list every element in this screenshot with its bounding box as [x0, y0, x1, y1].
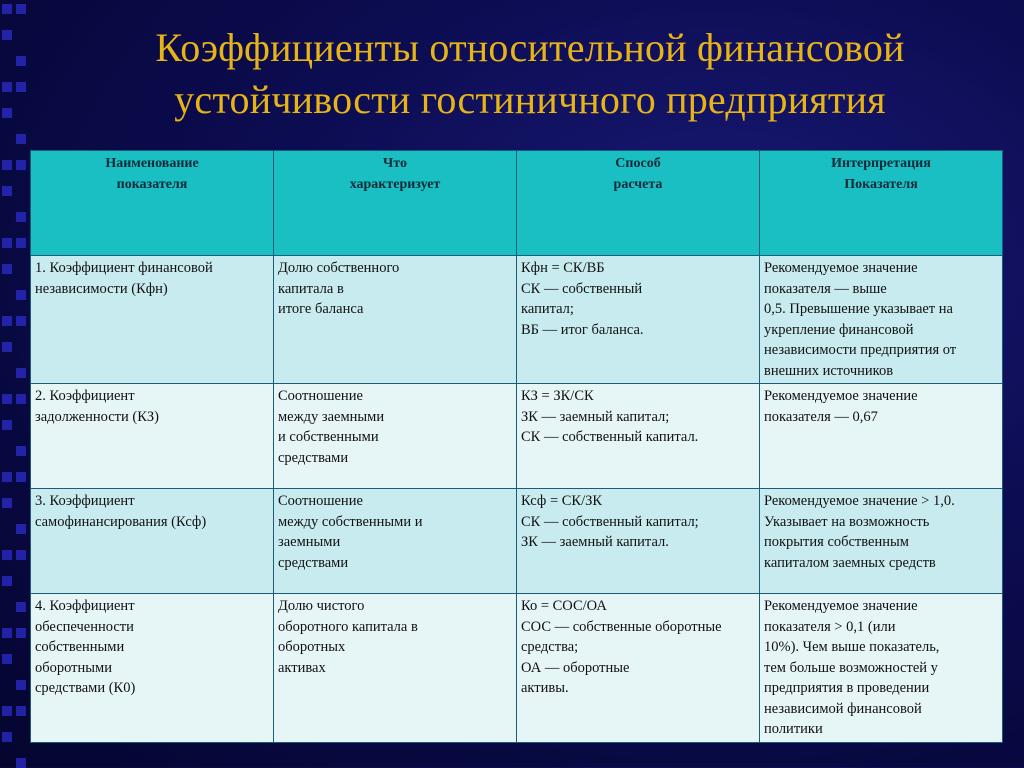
- cell-calculation: [517, 256, 760, 384]
- cell-text: Рекомендуемое значение показателя — 0,67: [764, 388, 918, 425]
- decorative-squares: [0, 0, 32, 767]
- decorative-square: [2, 732, 12, 742]
- decorative-square: [2, 576, 12, 586]
- cell-interpretation: [760, 594, 1003, 743]
- decorative-square: [2, 394, 12, 404]
- cell-name: [31, 256, 274, 384]
- decorative-square: [16, 212, 26, 222]
- cell-name: [31, 384, 274, 489]
- cell-characterizes: [274, 384, 517, 489]
- header-label: Способ расчета: [613, 156, 663, 192]
- decorative-square: [16, 368, 26, 378]
- decorative-square: [2, 498, 12, 508]
- cell-text: Кфн = СК/ВБ СК — собственный капитал; ВБ — итог баланса.: [521, 260, 644, 338]
- decorative-square: [2, 550, 12, 560]
- cell-calculation: [517, 594, 760, 743]
- decorative-square: [2, 238, 12, 248]
- cell-calculation: [517, 384, 760, 489]
- decorative-square: [2, 186, 12, 196]
- table-row: [31, 256, 1003, 384]
- header-label: Наименование показателя: [105, 156, 199, 192]
- table-row: [31, 489, 1003, 594]
- decorative-square: [2, 4, 12, 14]
- decorative-square: [16, 134, 26, 144]
- decorative-square: [16, 160, 26, 170]
- cell-name: [31, 594, 274, 743]
- decorative-square: [2, 472, 12, 482]
- decorative-square: [16, 628, 26, 638]
- decorative-square: [16, 446, 26, 456]
- decorative-square: [16, 238, 26, 248]
- decorative-square: [2, 160, 12, 170]
- decorative-square: [2, 108, 12, 118]
- decorative-square: [16, 290, 26, 300]
- cell-characterizes: [274, 256, 517, 384]
- cell-text: 1. Коэффициент финансовой независимости (Кфн): [35, 260, 213, 297]
- cell-text: Рекомендуемое значение показателя > 0,1 (или 10%). Чем выше показатель, тем больше возможностей у предприятия в проведении независимой финансовой политики: [764, 598, 940, 737]
- cell-text: 4. Коэффициент обеспеченности собственными оборотными средствами (К0): [35, 598, 136, 696]
- table-row: [31, 384, 1003, 489]
- decorative-square: [2, 316, 12, 326]
- slide-title: Коэффициенты относительной финансовой устойчивости гостиничного предприятия: [155, 25, 905, 122]
- table-row: [31, 594, 1003, 743]
- cell-text: Долю собственного капитала в итоге баланса: [278, 260, 400, 317]
- decorative-square: [16, 82, 26, 92]
- decorative-square: [16, 706, 26, 716]
- table-header-row: [31, 151, 1003, 256]
- cell-text: Соотношение между заемными и собственными средствами: [278, 388, 385, 466]
- header-interpretation: [760, 151, 1003, 256]
- decorative-square: [16, 316, 26, 326]
- cell-text: 3. Коэффициент самофинансирования (Ксф): [35, 493, 207, 530]
- header-label: Интерпретация Показателя: [831, 156, 931, 192]
- header-calculation: [517, 151, 760, 256]
- cell-characterizes: [274, 594, 517, 743]
- decorative-square: [2, 264, 12, 274]
- cell-interpretation: [760, 489, 1003, 594]
- decorative-square: [2, 706, 12, 716]
- ratios-table: [30, 150, 1003, 743]
- cell-name: [31, 489, 274, 594]
- cell-text: Соотношение между собственными и заемными средствами: [278, 493, 423, 571]
- decorative-square: [2, 82, 12, 92]
- cell-interpretation: [760, 256, 1003, 384]
- cell-interpretation: [760, 384, 1003, 489]
- cell-characterizes: [274, 489, 517, 594]
- decorative-square: [16, 524, 26, 534]
- cell-calculation: [517, 489, 760, 594]
- cell-text: Ксф = СК/ЗК СК — собственный капитал; ЗК — заемный капитал.: [521, 493, 699, 550]
- decorative-square: [2, 342, 12, 352]
- decorative-square: [16, 4, 26, 14]
- cell-text: Рекомендуемое значение показателя — выше 0,5. Превышение указывает на укрепление финансовой независимости предприятия от внешних источников: [764, 260, 957, 379]
- decorative-square: [16, 680, 26, 690]
- cell-text: КЗ = ЗК/СК ЗК — заемный капитал; СК — собственный капитал.: [521, 388, 699, 445]
- header-indicator-name: [31, 151, 274, 256]
- header-characterizes: [274, 151, 517, 256]
- decorative-square: [2, 628, 12, 638]
- decorative-square: [16, 602, 26, 612]
- cell-text: Рекомендуемое значение > 1,0. Указывает на возможность покрытия собственным капиталом заемных средств: [764, 493, 955, 571]
- cell-text: Долю чистого оборотного капитала в оборотных активах: [278, 598, 418, 676]
- header-label: Что характеризует: [349, 156, 441, 192]
- cell-text: Ко = СОС/ОА СОС — собственные оборотные средства; ОА — оборотные активы.: [521, 598, 722, 696]
- decorative-square: [16, 550, 26, 560]
- decorative-square: [2, 420, 12, 430]
- decorative-square: [16, 472, 26, 482]
- decorative-square: [2, 30, 12, 40]
- decorative-square: [16, 56, 26, 66]
- decorative-square: [16, 394, 26, 404]
- cell-text: 2. Коэффициент задолженности (КЗ): [35, 388, 159, 425]
- decorative-square: [2, 654, 12, 664]
